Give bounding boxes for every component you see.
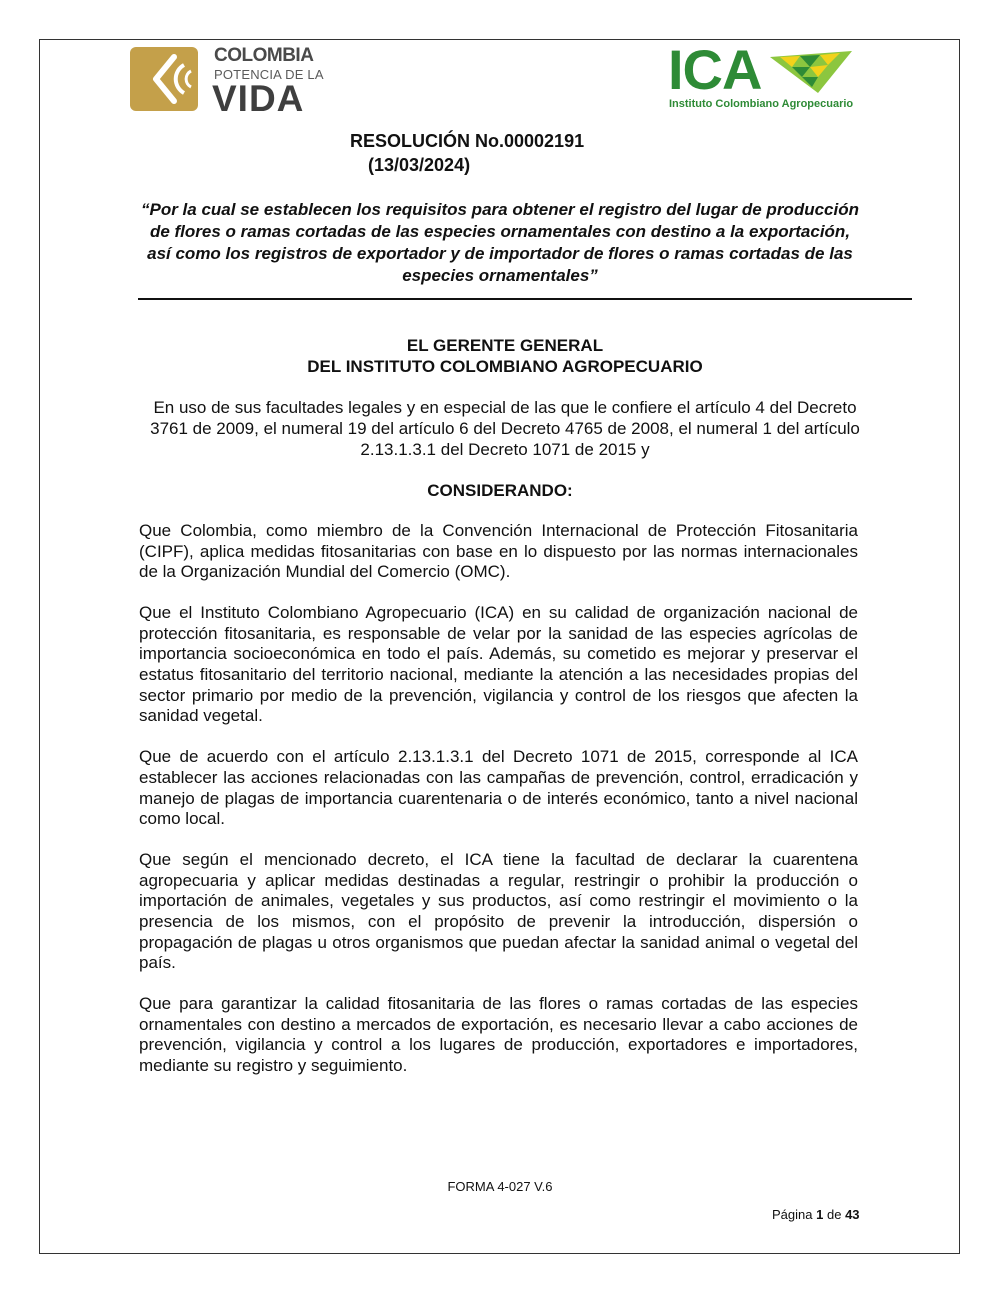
authority-line1: EL GERENTE GENERAL: [406, 336, 604, 355]
form-code: FORMA 4-027 V.6: [447, 1179, 553, 1194]
paragraph: Que Colombia, como miembro de la Convención Internacional de Protección Fitosanitaria (CIPF), aplica medidas fitosanitarias con base en lo dispuesto por las normas internacionales de la Organización Mundial del Comercio (OMC).: [139, 521, 858, 582]
page-current: 1: [816, 1207, 824, 1222]
ica-logo: [668, 38, 858, 115]
colombia-logo-line1: COLOMBIA: [214, 45, 314, 66]
horizontal-rule: [138, 298, 912, 300]
ica-logo-subtitle: Instituto Colombiano Agropecuario: [669, 98, 854, 110]
colombia-logo-line2: POTENCIA DE LA: [214, 67, 324, 82]
considerando-paragraphs: [139, 521, 858, 1097]
ica-logo-icon: [770, 49, 852, 95]
issuing-authority: [138, 335, 872, 377]
paragraph: Que para garantizar la calidad fitosanitaria de las flores o ramas cortadas de las especies ornamentales con destino a mercados de exportación, es necesario llevar a cabo acciones de prevención, vigilancia y control a los lugares de producción, exportadores e importadores, mediante su registro y seguimiento.: [139, 994, 858, 1076]
paragraph: Que según el mencionado decreto, el ICA tiene la facultad de declarar la cuarentena agropecuaria y aplicar medidas destinadas a regular, restringir o prohibir la producción o importación de animales, vegetales y sus productos, así como restringir el movimiento o la presencia de los mismos, con el propósito de prevenir la introducción, dispersión o propagación de plagas u otros organismos que puedan afectar la sanidad animal o vegetal del país.: [139, 850, 858, 973]
colombia-logo-icon: [130, 47, 198, 111]
page-number: [772, 1207, 860, 1222]
authority-line2: DEL INSTITUTO COLOMBIANO AGROPECUARIO: [307, 357, 703, 376]
page-prefix: Página: [772, 1207, 813, 1222]
page-total: 43: [845, 1207, 860, 1222]
resolution-number: RESOLUCIÓN No.00002191: [350, 131, 585, 151]
resolution-subject: “Por la cual se establecen los requisitos para obtener el registro del lugar de producción de flores o ramas cortadas de las especies ornamentales con destino a la exportación, así como los registros de exportador y de importador de flores o ramas cortadas de las especies ornamentales”: [141, 200, 859, 285]
preamble-text: En uso de sus facultades legales y en especial de las que le confiere el artículo 4 del Decreto 3761 de 2009, el numeral 19 del artículo 6 del Decreto 4765 de 2008, el numeral 1 del artículo 2.13.1.3.1 del Decreto 1071 de 2015 y: [150, 398, 860, 459]
page-of: de: [826, 1207, 842, 1222]
colombia-logo-line3: VIDA: [212, 78, 305, 119]
considerando-heading: CONSIDERANDO:: [427, 481, 573, 500]
paragraph: Que de acuerdo con el artículo 2.13.1.3.1 del Decreto 1071 de 2015, corresponde al ICA establecer las acciones relacionadas con las campañas de prevención, control, erradicación y manejo de plagas de importancia cuarentenaria o de interés económico, tanto a nivel nacional como local.: [139, 747, 858, 829]
paragraph: Que el Instituto Colombiano Agropecuario (ICA) en su calidad de organización nacional de protección fitosanitaria, es responsable de velar por la sanidad de las especies agrícolas de importancia socioeconómica en todo el país. Además, su cometido es mejorar y preservar el estatus fitosanitario del territorio nacional, mediante la atención a las necesidades propias del sector primario por medio de la prevención, vigilancia y control de los riesgos que afecten la sanidad vegetal.: [139, 603, 858, 726]
resolution-date: (13/03/2024): [368, 155, 471, 175]
colombia-potencia-de-la-vida-logo: [130, 45, 324, 119]
ica-logo-acronym: ICA: [668, 38, 762, 101]
